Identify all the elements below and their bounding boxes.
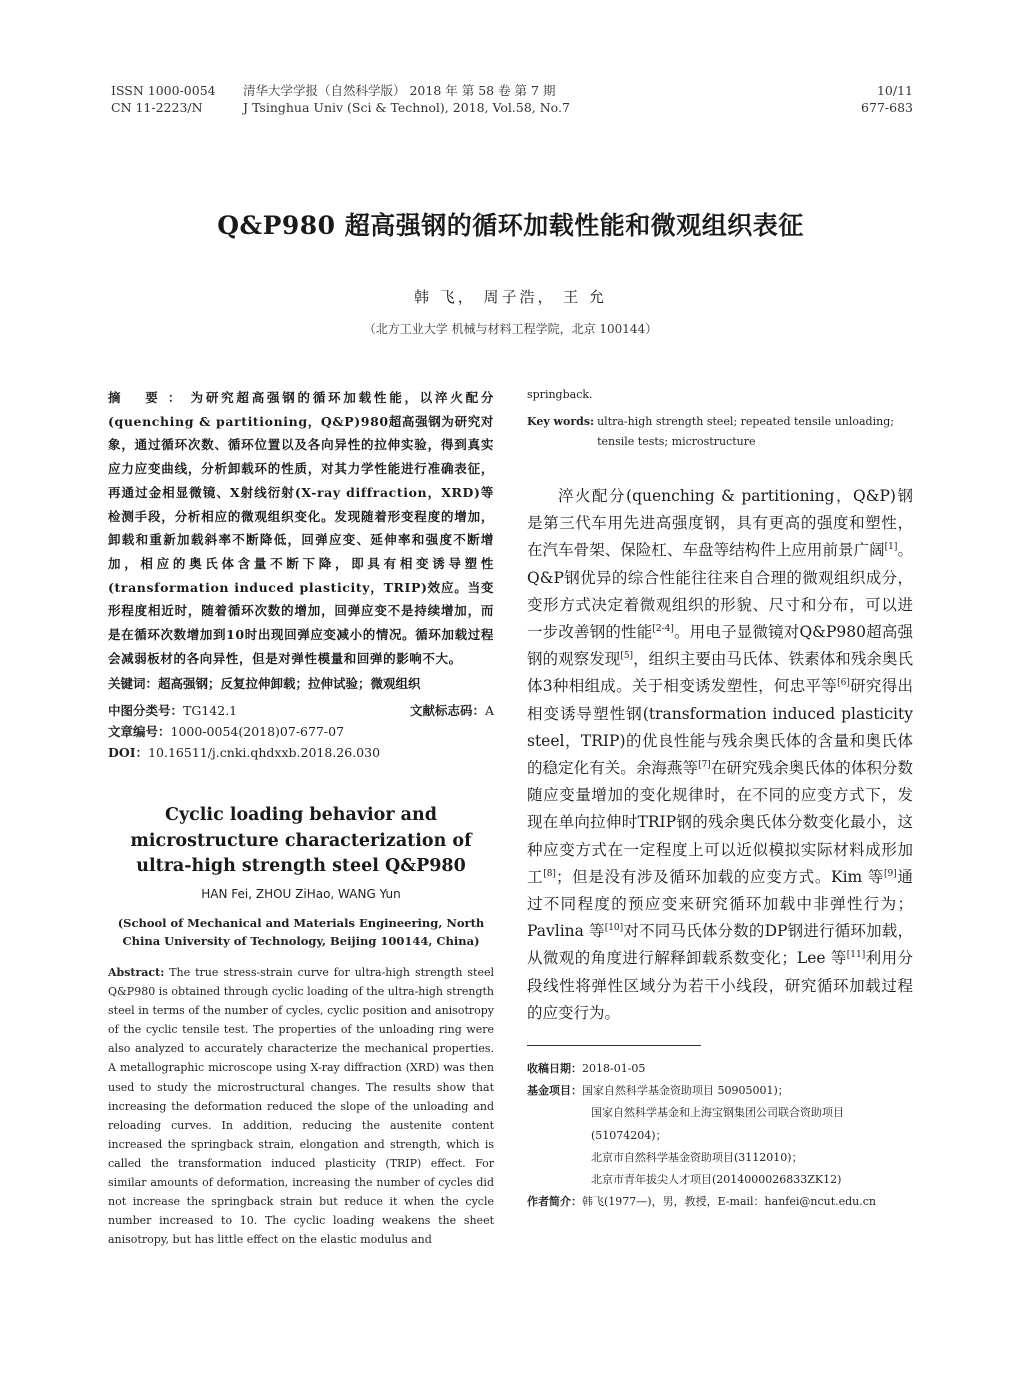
abstract-en-text: The true stress-strain curve for ultra-high strength steel Q&P980 is obtained through cyclic loading of the ultra-high strength steel in terms of the number of cycles, cyclic position and anisotropy of the cyclic tensile test. The properties of the unloading ring were also analyzed to accurately characterize the mechanical properties. A metallographic microscope using X-ray diffraction (XRD) was then used to study the microstructural changes. The results show that increasing the deformation reduced the slope of the unloading and reloading curves. In addition, reducing the austenite content increased the springback strain, elongation and strength, which is called the transformation induced plasticity (TRIP) effect. For similar amounts of deformation, increasing the number of cycles did not increase the springback strain but reduce it when the cycle number increased to 10. The cyclic loading weakens the sheet anisotropy, but has little effect on the elastic modulus and — [108, 965, 494, 1247]
body-text: 研究得出相变诱导塑性钢(transformation induced plasticity steel，TRIP)的优良性能与残余奥氏体的含量和奥氏体的稳定化有关。余海燕等 — [527, 677, 913, 778]
abstract-zh-text: 为研究超高强钢的循环加载性能，以淬火配分(quenching & partitioning，Q&P)980超高强钢为研究对象，通过循环次数、循环位置以及各向异性的拉伸实验，得到真实应力应变曲线，分析卸载环的性质，对其力学性能进行准确表征，再通过金相显微镜、X射线衍射(X-ray diffraction，XRD)等检测手段，分析相应的微观组织变化。发现随着形变程度的增加，卸载和重新加载斜率不断降低，回弹应变、延伸率和强度不断增加，相应的奥氏体含量不断下降，即具有相变诱导塑性(transformation induced plasticity，TRIP)效应。当变形程度相近时，随着循环次数的增加，回弹应变不是持续增加，而是在循环次数增加到10时出现回弹应变减小的情况。循环加载过程会减弱板材的各向异性，但是对弹性模量和回弹的影响不大。 — [108, 390, 494, 666]
author-bio-label: 作者简介： — [527, 1195, 582, 1209]
citation-ref: [6] — [837, 678, 850, 689]
keywords-en-text: ultra-high strength steel; repeated tensile unloading; tensile tests; microstructure — [597, 415, 894, 448]
fund-item: 国家自然科学基金和上海宝钢集团公司联合资助项目(51074204)； — [591, 1106, 844, 1142]
doi: 10.16511/j.cnki.qhdxxb.2018.26.030 — [148, 745, 381, 761]
body-text: 。用电子显微镜对Q&P980超高强钢的观察发现 — [527, 623, 913, 669]
keywords-zh — [108, 674, 494, 694]
fund-item: 北京市自然科学基金资助项目(3112010)； — [591, 1150, 803, 1164]
abstract-en-label: Abstract: — [108, 965, 165, 979]
doi-label: DOI： — [108, 745, 149, 761]
received-label: 收稿日期： — [527, 1062, 582, 1076]
author-bio: 韩飞(1977—)，男，教授，E-mail：hanfei@ncut.edu.cn — [582, 1195, 877, 1209]
fund-label: 基金项目： — [527, 1084, 582, 1098]
citation-ref: [1] — [884, 542, 898, 553]
clc-label: 中图分类号： — [108, 703, 184, 719]
keywords-en — [527, 412, 913, 451]
journal-citation-block — [243, 82, 570, 116]
body-text: 。Q&P钢优异的综合性能往往来自合理的微观组织成分，变形方式决定着微观组织的形貌、尺寸和分布，可以进一步改善钢的性能 — [527, 541, 913, 642]
paper-title: Q&P980 超高强钢的循环加载性能和微观组织表征 — [217, 211, 804, 240]
abstract-zh-label: 摘 要： — [108, 390, 191, 405]
page-range: 677-683 — [861, 100, 913, 115]
body-text: 淬火配分(quenching & partitioning，Q&P)钢是第三代车用先进高强度钢，具有更高的强度和塑性，在汽车骨架、保险杠、车盘等结构件上应用前景广阔 — [527, 487, 913, 560]
keywords-zh-label: 关键词： — [108, 676, 159, 692]
citation-ref: [11] — [846, 950, 866, 961]
paper-title-en: Cyclic loading behavior and microstructure characterization of ultra-high strength steel Q&P980 — [130, 805, 472, 877]
fund-item: 国家自然科学基金资助项目 50905001)； — [582, 1084, 789, 1098]
doc-code: A — [484, 703, 494, 719]
fund-item: 北京市青年拔尖人才项目(2014000026833ZK12) — [591, 1173, 842, 1187]
body-text: ，组织主要由马氏体、铁素体和残余奥氏体3种相组成。关于相变诱发塑性，何忠平等 — [527, 650, 913, 696]
journal-pages-block — [861, 82, 913, 116]
journal-issn-block — [111, 82, 216, 116]
citation-ref: [10] — [604, 923, 624, 934]
doc-code-label: 文献标志码： — [409, 703, 485, 719]
intro-paragraph — [527, 483, 913, 1027]
keywords-en-label: Key words: — [527, 415, 595, 428]
cn-number: CN 11-2223/N — [111, 100, 203, 115]
affiliation-en: (School of Mechanical and Materials Engineering, North China University of Technology, Beijing 100144, China) — [117, 915, 485, 949]
received-date: 2018-01-05 — [582, 1062, 646, 1076]
citation-ref: [5] — [620, 651, 634, 662]
clc-code: TG142.1 — [183, 703, 238, 719]
keywords-zh-text: 超高强钢；反复拉伸卸载；拉伸试验；微观组织 — [158, 676, 421, 692]
issn: ISSN 1000-0054 — [111, 83, 216, 98]
body-text: 对不同马氏体分数的DP钢进行循环加载，从微观的角度进行解释卸载系数变化；Lee 等 — [527, 922, 914, 968]
footnote-divider — [527, 1045, 701, 1046]
citation-ref: [7] — [698, 760, 711, 771]
citation-ref: [9] — [884, 868, 897, 879]
journal-name-en: J Tsinghua Univ (Sci & Technol), 2018, Vol.58, No.7 — [243, 100, 570, 115]
body-text: 利用分段线性将弹性区域分为若干小线段，研究循环加载过程的应变行为。 — [527, 949, 913, 1022]
abstract-zh — [108, 386, 494, 670]
footnotes — [527, 1058, 913, 1213]
body-text: 在研究残余奥氏体的体积分数随应变量增加的变化规律时，在不同的应变方式下，发现在单向拉伸时TRIP钢的残余奥氏体分数变化最小，这种应变方式在一定程度上可以近似模拟实际材料成形加工 — [527, 759, 913, 886]
author-list: 韩 飞， 周子浩， 王 允 — [413, 288, 608, 306]
journal-name-zh: 清华大学学报（自然科学版） 2018 年 第 58 卷 第 7 期 — [243, 83, 556, 98]
body-text: 通过不同程度的预应变来研究循环加载中非弹性行为；Pavlina 等 — [527, 867, 913, 941]
abstract-en — [108, 963, 494, 1249]
article-number: 1000-0054(2018)07-677-07 — [170, 724, 345, 740]
left-column — [108, 386, 494, 1249]
body-text: ；但是没有涉及循环加载的应变方式。Kim 等 — [555, 867, 885, 886]
article-metadata — [108, 700, 494, 763]
citation-ref: [2-4] — [652, 624, 674, 635]
right-column — [527, 386, 913, 1213]
citation-ref: [8] — [543, 868, 556, 879]
abstract-en-continuation: springback. — [527, 388, 593, 401]
affiliation: （北方工业大学 机械与材料工程学院，北京 100144） — [363, 322, 658, 336]
author-list-en: HAN Fei, ZHOU ZiHao, WANG Yun — [201, 886, 401, 901]
article-number-label: 文章编号： — [108, 724, 171, 740]
issue-code: 10/11 — [876, 83, 913, 98]
